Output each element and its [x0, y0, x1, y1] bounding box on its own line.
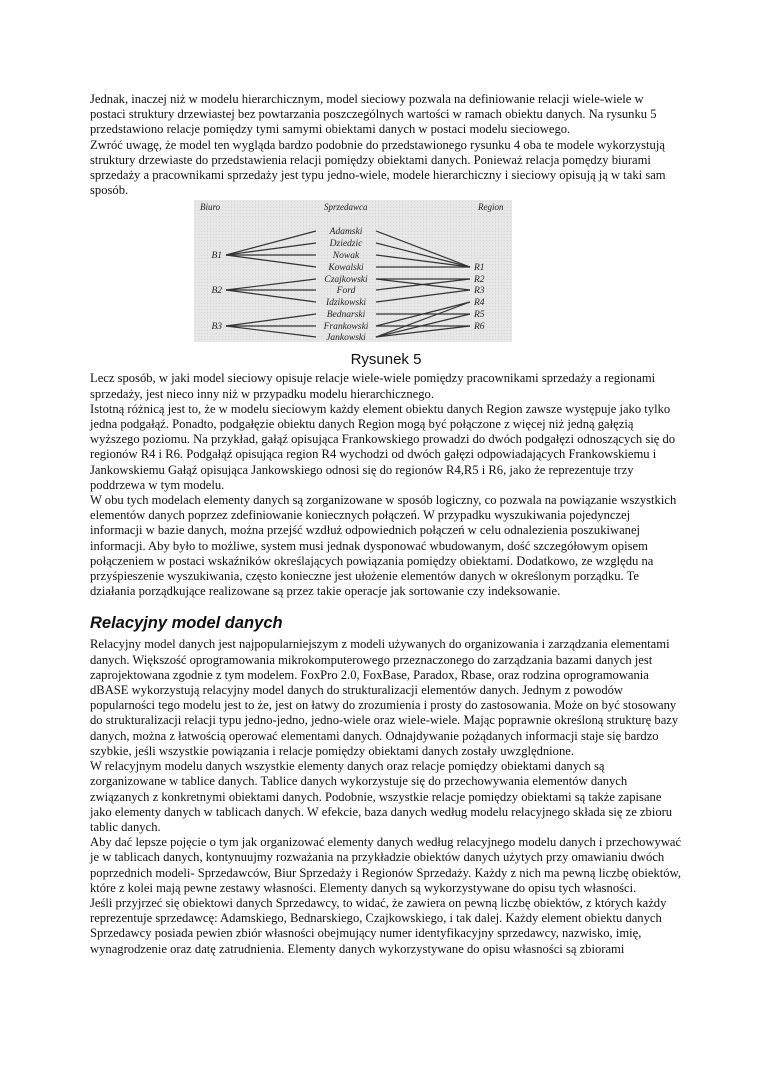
salesperson-node: Czajkowski: [324, 275, 368, 286]
paragraph: Zwróć uwagę, że model ten wygląda bardzo podobnie do przedstawionego rysunku 4 oba te modele wykorzystują struktury drzewiaste do przedstawienia relacji pomiędzy obiektami danych. Ponieważ relacja pomędzy biurami sprzedaży a pracownikami sprzedaży jest typu jedno-wiele, modele hierarchiczny i sieciowy opisują ją w taki sam sposób.: [90, 137, 666, 198]
salesperson-node: Bednarski: [326, 310, 366, 321]
column-header-office: Biuro: [200, 202, 221, 213]
region-node: R4: [474, 298, 485, 309]
column-header-region: Region: [478, 202, 504, 213]
salesperson-node: Idzikowski: [325, 298, 367, 309]
office-node: B1: [211, 251, 222, 262]
salesperson-node: Kowalski: [328, 263, 364, 274]
office-node: B2: [211, 286, 222, 297]
salesperson-node: Nowak: [332, 251, 360, 262]
salesperson-node: Ford: [336, 286, 356, 297]
region-node: R3: [474, 286, 485, 297]
office-node: B3: [211, 322, 222, 333]
network-model-figure: [194, 200, 512, 342]
salesperson-node: Adamski: [329, 227, 363, 238]
paragraph: W relacyjnym modelu danych wszystkie elementy danych oraz relacje pomiędzy obiektami danych są zorganizowane w tablice danych. Tablice danych wykorzystuje się do przechowywania elementów danych związanych z konkretnymi obiektami danych. Podobnie, wszystkie relacje pomiędzy obiektami są także zapisane jako elementy danych w tablicach danych. W efekcie, baza danych według modelu relacyjnego składa się ze zbioru tablic danych.: [90, 759, 673, 834]
section-heading: Relacyjny model danych: [90, 614, 283, 633]
paragraph: W obu tych modelach elementy danych są zorganizowane w sposób logiczny, co pozwala na powiązanie wszystkich elementów danych poprzez zdefiniowanie koniecznych połączeń. W przypadku wyszukiwania pojedynczej informacji w bazie danych, można przejść wzdłuż odpowiednich połączeń w celu odnalezienia poszukiwanej informacji. Aby było to możliwe, system musi jednak dysponować wbudowanym, dość szczegółowym opisem połączeniem w postaci wskaźników określających powiązania pomiędzy obiektami. Dodatkowo, ze względu na przyśpieszenie wyszukiwania, często konieczne jest ułożenie elementów danych w określonym porządku. Te działania porządkujące realizowane są przez takie operacje jak sortowanie czy indeksowanie.: [90, 493, 677, 599]
paragraph: Relacyjny model danych jest najpopularniejszym z modeli używanych do organizowania i zarządzania elementami danych. Większość oprogramowania mikrokomputerowego przeznaczonego do zarządzania bazami danych jest zaprojektowana zgodnie z tym modelem. FoxPro 2.0, FoxBase, Paradox, Rbase, oraz rodzina oprogramowania dBASE wykorzystują relacyjny model danych do strukturalizacji elementów danych. Jednym z powodów popularności tego modelu jest to że, jest on łatwy do zrozumienia i prosty do zastosowania. Może on być stosowany do strukturalizacji relacji typu jedno-jedno, jedno-wiele oraz wiele-wiele. Mając poprawnie określoną strukturę bazy danych, można z łatwością operować elementami danych. Odnajdywanie pożądanych informacji staje się bardzo szybkie, jeśli wszystkie powiązania i relacje pomiędzy obiektami danych zostały uwzględnione.: [90, 637, 679, 758]
network-diagram: [194, 200, 512, 342]
paragraph: Aby dać lepsze pojęcie o tym jak organizować elementy danych według relacyjnego modelu danych i przechowywać je w tablicach danych, kontynuujmy rozważania na przykładzie obiektów danych użytych przy omawianiu dwóch poprzednich modeli- Sprzedawców, Biur Sprzedaży i Regionów Sprzedaży. Każdy z nich ma pewną liczbę obiektów, które z kolei mają pewne zestawy własności. Elementy danych są wykorzystywane do opisu tych własności.: [90, 835, 682, 895]
salesperson-node: Jankowski: [326, 333, 366, 343]
salesperson-node: Frankowski: [323, 322, 369, 333]
document-page: [90, 92, 682, 957]
region-node: R2: [474, 275, 485, 286]
region-node: R6: [474, 322, 485, 333]
paragraph: Lecz sposób, w jaki model sieciowy opisuje relacje wiele-wiele pomiędzy pracownikami sprzedaży a regionami sprzedaży, jest nieco inny niż w przypadku modelu hierarchicznego.: [90, 371, 656, 401]
column-header-salesperson: Sprzedawca: [324, 202, 368, 213]
region-node: R5: [474, 310, 485, 321]
paragraph: Jednak, inaczej niż w modelu hierarchicznym, model sieciowy pozwala na definiowanie relacji wiele-wiele w postaci struktury drzewiastej bez powtarzania poszczególnych wartości w ramach obiektu danych. Na rysunku 5 przedstawiono relacje pomiędzy tymi samymi obiektami danych w postaci modelu sieciowego.: [90, 92, 657, 137]
paragraph: Istotną różnicą jest to, że w modelu sieciowym każdy element obiektu danych Region zawsze występuje jako tylko jedna podgałąź. Ponadto, podgałęzie obiektu danych Region mogą być połączone z więcej niż jedną gałęzią wyższego poziomu. Na przykład, gałąź opisująca Frankowskiego prowadzi do dwóch podgałęzi odnoszących się do regionów R4 i R6. Podgałąź opisująca region R4 wychodzi od dwóch gałęzi odpowiadających Frankowskiemu i Jankowskiemu Gałąź opisująca Jankowskiego odnosi się do regionów R4,R5 i R6, jako że reprezentuje trzy poddrzewa w tym modelu.: [90, 401, 676, 492]
region-node: R1: [474, 263, 485, 274]
figure-caption: Rysunek 5: [350, 351, 422, 369]
paragraph: Jeśli przyjrzeć się obiektowi danych Sprzedawcy, to widać, że zawiera on pewną liczbę obiektów, z których każdy reprezentuje sprzedawcę: Adamskiego, Bednarskiego, Czajkowskiego, i tak dalej. Każdy element obiektu danych Sprzedawcy posiada pewien zbiór własności obejmujący numer identyfikacyjny sprzedawcy, nazwisko, imię, wynagrodzenie oraz datę zatrudnienia. Elementy danych wykorzystywane do opisu własności są zbiorami: [90, 895, 667, 956]
salesperson-node: Dziedzic: [329, 239, 363, 250]
